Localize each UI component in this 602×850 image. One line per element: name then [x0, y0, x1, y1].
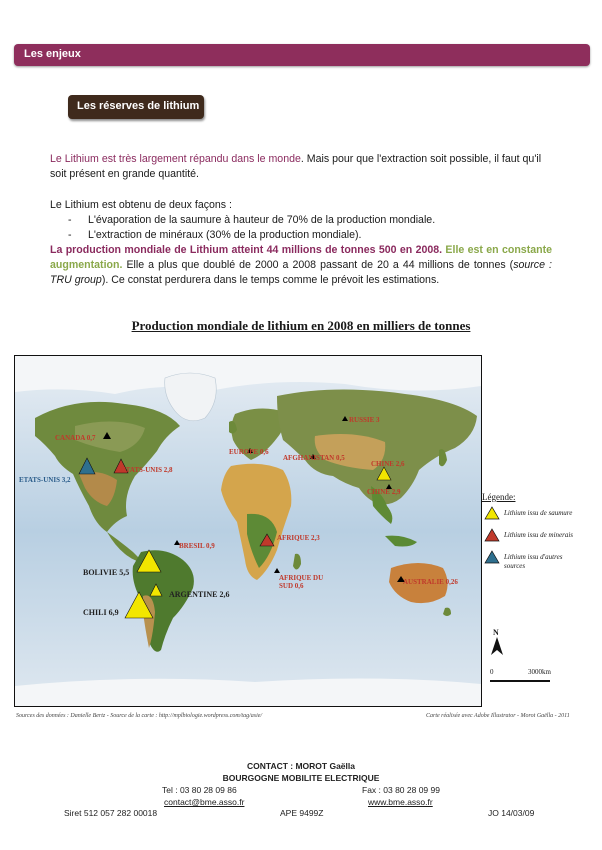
map-title: Production mondiale de lithium en 2008 en milliers de tonnes: [131, 318, 471, 333]
label-russia: RUSSIE 3: [349, 416, 380, 424]
label-argentine: ARGENTINE 2,6: [169, 590, 230, 599]
marker-russia: [342, 416, 348, 421]
paragraph-1: [50, 152, 552, 182]
section-title: Les réserves de lithium: [77, 100, 200, 112]
label-south-africa: AFRIQUE DU SUD 0,6: [279, 574, 324, 590]
label-brazil: BRESIL 0,9: [179, 542, 215, 550]
map-markers-layer: [15, 356, 481, 706]
marker-argentine: [150, 584, 162, 596]
paragraph-3-rest-a: Elle a plus que doublé de 2000 a 2008 passant de 20 a 44 millions de tonnes (: [122, 259, 514, 271]
paragraph-3: [50, 243, 552, 288]
north-arrow: [490, 628, 504, 659]
paragraph-3-source: source : TRU group: [50, 259, 552, 286]
method-list: [50, 213, 552, 243]
paragraph-3-rest-b: ). Ce constat perdurera dans le temps comme le prévoit les estimations.: [101, 274, 440, 286]
map-credit: Carte réalisée avec Adobe Illustrator - Morot Gaëlla - 2011: [426, 713, 570, 719]
north-label: N: [493, 628, 499, 637]
footer-ape: APE 9499Z: [280, 808, 324, 818]
scale-line: [490, 680, 550, 682]
blue-triangle-icon: [484, 550, 500, 564]
scale-bar: [490, 668, 550, 676]
label-afghanistan: AFGHANISTAN 0,5: [283, 454, 345, 462]
paragraph-2-intro: Le Lithium est obtenu de deux façons :: [50, 199, 232, 211]
header-title: Les enjeux: [24, 48, 81, 60]
method-item-evaporation: - L'évaporation de la saumure à hauteur de 70% de la production mondiale.: [50, 213, 552, 228]
marker-chile: [125, 592, 153, 618]
footer-tel: Tel : 03 80 28 09 86: [162, 785, 237, 795]
section-badge: [68, 95, 204, 119]
red-triangle-icon: [484, 528, 500, 542]
scale-start: 0: [490, 668, 494, 676]
footer-fax: Fax : 03 80 28 09 99: [362, 785, 440, 795]
paragraph-3-growth: Elle est en constante augmentation.: [50, 244, 553, 271]
label-africa: AFRIQUE 2,3: [277, 534, 320, 542]
marker-africa: [260, 534, 274, 546]
footer-org: BOURGOGNE MOBILITE ELECTRIQUE: [222, 773, 380, 783]
label-china-mineral: CHINE 2,9: [367, 488, 401, 496]
legend-item-brine: [482, 506, 600, 524]
yellow-triangle-icon: [484, 506, 500, 520]
legend-title: Légende:: [482, 492, 516, 502]
scale-end: 3000km: [528, 668, 551, 676]
world-map: [14, 355, 482, 707]
paragraph-3-production: La production mondiale de Lithium atteint 44 millions de tonnes 500 en 2008.: [50, 244, 443, 256]
paragraph-1-highlight: Le Lithium est très largement répandu dans le monde: [50, 153, 301, 165]
legend-label-brine: Lithium issu de saumure: [504, 509, 573, 517]
label-chile: CHILI 6,9: [83, 608, 119, 617]
label-usa-other: ETATS-UNIS 3,2: [19, 476, 71, 484]
legend-item-other: [482, 550, 600, 572]
marker-south-africa: [274, 568, 280, 573]
header-bar: [14, 44, 590, 66]
marker-canada: [103, 432, 111, 439]
label-canada: CANADA 0,7: [55, 434, 96, 442]
footer-contact: CONTACT : MOROT Gaëlla: [247, 761, 355, 771]
label-australia: AUSTRALIE 0,26: [403, 578, 458, 586]
north-arrow-icon: [490, 637, 504, 657]
marker-bolivia: [137, 550, 161, 572]
legend-label-mineral: Lithium issu de minerais: [504, 531, 574, 539]
legend-label-other: Lithium issu d'autres sources: [504, 553, 563, 570]
footer-website-link[interactable]: www.bme.asso.fr: [368, 797, 433, 807]
marker-usa-other: [79, 458, 95, 474]
method-item-extraction: - L'extraction de minéraux (30% de la production mondiale).: [50, 228, 552, 243]
paragraph-1-rest: . Mais pour que l'extraction soit possible, il faut qu'il soit présent en grande quantité.: [50, 153, 542, 180]
footer-siret: Siret 512 057 282 00018: [64, 808, 158, 818]
paragraph-2: [50, 198, 552, 243]
label-europe: EUROPE 0,6: [229, 448, 269, 456]
label-usa-mineral: ETATS-UNIS 2,8: [121, 466, 173, 474]
legend-item-mineral: [482, 528, 600, 546]
marker-china-brine: [377, 467, 391, 480]
footer-jo: JO 14/03/09: [488, 808, 535, 818]
map-legend: [482, 492, 600, 572]
map-data-source: Sources des données : Danielle Bertz - Source de la carte : http://mplbiologie.wordpress.com/tag/asie/: [16, 713, 263, 719]
footer-email-link[interactable]: contact@bme.asso.fr: [164, 797, 245, 807]
label-bolivia: BOLIVIE 5,5: [83, 568, 130, 577]
label-china-brine: CHINE 2,6: [371, 460, 405, 468]
